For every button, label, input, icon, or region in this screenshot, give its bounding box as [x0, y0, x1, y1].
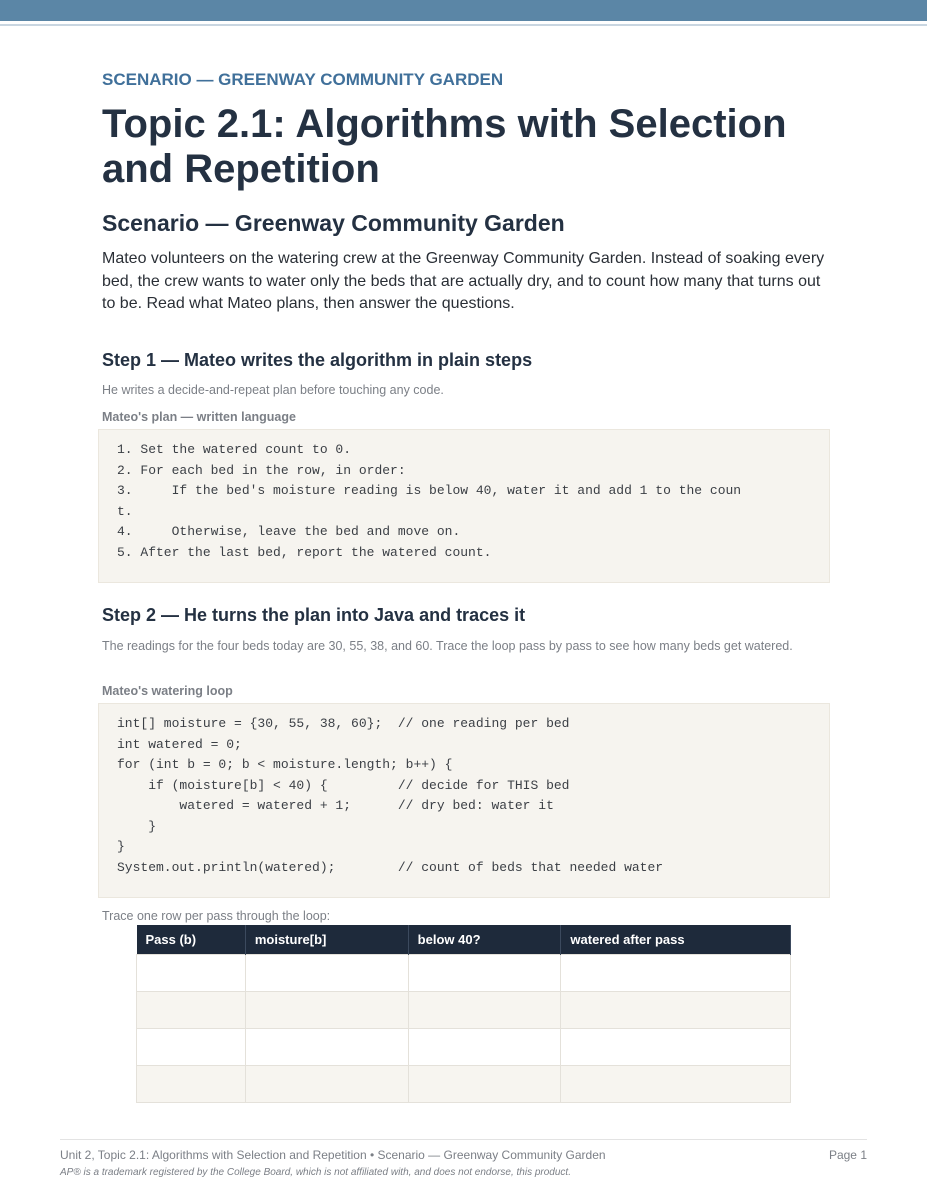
step1-description: He writes a decide-and-repeat plan before touching any code. [102, 383, 444, 397]
code-line: t. [117, 503, 133, 519]
footer-rule [60, 1139, 867, 1140]
trace-cell[interactable] [245, 954, 408, 991]
top-rule [0, 24, 927, 26]
step2-description: The readings for the four beds today are 30, 55, 38, and 60. Trace the loop pass by pass to see how many beds get watered. [102, 639, 793, 653]
header-watered: watered after pass [561, 925, 791, 954]
top-banner [0, 0, 927, 21]
page-number: Page 1 [828, 1148, 867, 1162]
trademark-note: AP® is a trademark registered by the College Board, which is not affiliated with, and does not endorse, this product. [60, 1167, 571, 1178]
table-row [137, 1028, 791, 1065]
code-line: if (moisture[b] < 40) { // decide for THIS bed [117, 777, 570, 793]
java-code-block [98, 703, 830, 898]
trace-cell[interactable] [408, 1065, 561, 1102]
scenario-kicker: SCENARIO — GREENWAY COMMUNITY GARDEN [102, 70, 504, 89]
code-line: int[] moisture = {30, 55, 38, 60}; // one reading per bed [117, 716, 570, 731]
table-row [137, 991, 791, 1028]
trace-cell[interactable] [137, 991, 246, 1028]
trace-cell[interactable] [137, 1028, 246, 1065]
page-title: Topic 2.1: Algorithms with Selection and Repetition [102, 102, 787, 191]
trace-cell[interactable] [561, 1065, 791, 1102]
code-line: System.out.println(watered); // count of beds that needed water [117, 859, 664, 875]
header-moisture: moisture[b] [245, 925, 408, 954]
code-line: 5. After the last bed, report the watered count. [117, 544, 492, 560]
step2-code-label: Mateo's watering loop [102, 684, 233, 698]
trace-cell[interactable] [561, 991, 791, 1028]
code-line: 2. For each bed in the row, in order: [117, 462, 406, 478]
trace-cell[interactable] [245, 1065, 408, 1102]
trace-cell[interactable] [561, 1028, 791, 1065]
intro-paragraph: Mateo volunteers on the watering crew at the Greenway Community Garden. Instead of soaking every bed, the crew wants to water only the beds that are actually dry, and to count how many that turns out to be. Read what Mateo plans, then answer the questions. [102, 250, 825, 312]
plan-code-block [98, 429, 830, 583]
step2-heading: Step 2 — He turns the plan into Java and traces it [102, 605, 526, 625]
trace-cell[interactable] [137, 954, 246, 991]
trace-cell[interactable] [408, 954, 561, 991]
trace-cell[interactable] [245, 1028, 408, 1065]
code-line: for (int b = 0; b < moisture.length; b++) { [117, 757, 453, 772]
header-below-40: below 40? [408, 925, 561, 954]
code-line: } [117, 839, 125, 854]
trace-cell[interactable] [137, 1065, 246, 1102]
trace-cell[interactable] [245, 991, 408, 1028]
code-line: 4. Otherwise, leave the bed and move on. [117, 524, 461, 539]
trace-cell[interactable] [408, 1028, 561, 1065]
table-row [137, 954, 791, 991]
code-line: 3. If the bed's moisture reading is below 40, water it and add 1 to the coun [117, 483, 742, 498]
code-line: 1. Set the watered count to 0. [117, 442, 352, 457]
footer-text: Unit 2, Topic 2.1: Algorithms with Selection and Repetition • Scenario — Greenway Community Garden [60, 1148, 606, 1162]
step1-heading: Step 1 — Mateo writes the algorithm in plain steps [102, 350, 533, 370]
trace-cell[interactable] [408, 991, 561, 1028]
table-row [137, 1065, 791, 1102]
code-line: int watered = 0; [117, 736, 242, 752]
trace-cell[interactable] [561, 954, 791, 991]
step1-code-label: Mateo's plan — written language [102, 410, 296, 424]
trace-header-row [137, 925, 791, 954]
header-pass: Pass (b) [137, 925, 246, 954]
code-line: watered = watered + 1; // dry bed: water it [117, 798, 554, 813]
trace-table [136, 925, 791, 1103]
trace-label: Trace one row per pass through the loop: [102, 909, 331, 923]
code-line: } [117, 818, 157, 834]
scenario-heading: Scenario — Greenway Community Garden [102, 210, 565, 236]
